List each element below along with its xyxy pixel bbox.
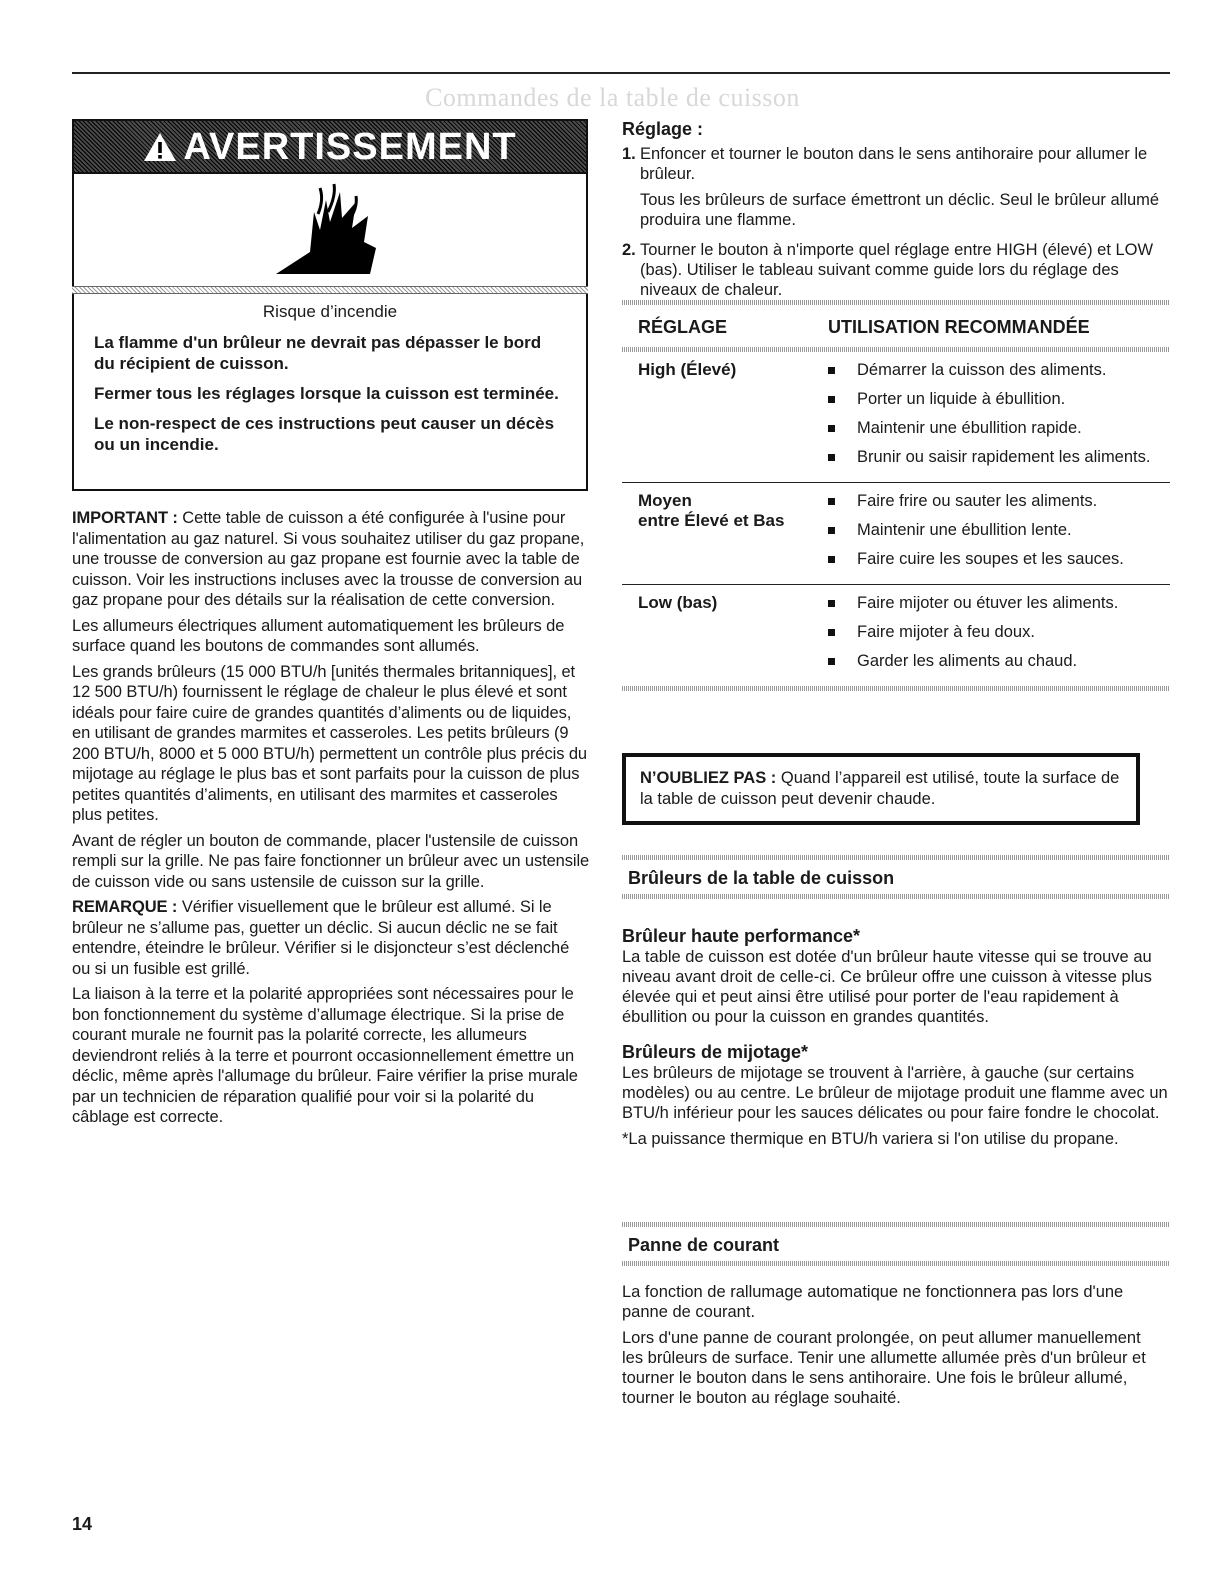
row-label: Low (bas) (638, 593, 718, 612)
step-1-number: 1. (622, 145, 636, 163)
item-text: Porter un liquide à ébullition. (857, 390, 1066, 408)
item-text: Garder les aliments au chaud. (857, 652, 1078, 670)
item-text: Démarrer la cuisson des aliments. (857, 361, 1107, 379)
table-row (622, 482, 1170, 584)
bullet-icon (828, 454, 835, 461)
list-item (828, 520, 1170, 540)
remarque-paragraph (72, 897, 590, 979)
bullet-icon (828, 425, 835, 432)
reglage-section (622, 118, 1170, 306)
list-item (828, 549, 1170, 569)
table-bottom-divider (622, 686, 1170, 691)
list-item (828, 389, 1170, 409)
important-label: IMPORTANT : (72, 509, 178, 527)
reglage-heading: Réglage : (622, 119, 704, 139)
bullet-icon (828, 527, 835, 534)
fire-icon (270, 182, 390, 278)
bullet-icon (828, 556, 835, 563)
step-2 (622, 240, 1170, 306)
high-performance-heading: Brûleur haute performance* (622, 926, 861, 946)
row-label: Moyen (638, 491, 692, 510)
power-section-header (622, 1222, 1170, 1266)
burners-heading: Brûleurs de la table de cuisson (628, 868, 895, 888)
left-column (72, 508, 590, 1133)
warning-header (74, 121, 586, 174)
row-label-2: entre Élevé et Bas (638, 511, 785, 530)
step-1-text: Enfoncer et tourner le bouton dans le sens antihoraire pour allumer le brûleur. (640, 145, 1148, 183)
list-item (828, 447, 1170, 467)
reminder-text: Quand l’appareil est utilisé, toute la surface de la table de cuisson peut devenir chaude. (640, 769, 1120, 808)
warning-line-2: Fermer tous les réglages lorsque la cuisson est terminée. (94, 384, 559, 403)
burners-bottom-divider (622, 894, 1170, 899)
step-1-detail: Tous les brûleurs de surface émettront un déclic. Seul le brûleur allumé produira une flamme. (640, 191, 1160, 229)
power-text-2: Lors d'une panne de courant prolongée, on peut allumer manuellement les brûleurs de surface. Tenir une allumette allumée près d'un brûleur et tourner le bouton dans le sens antihoraire. Une fois le brûleur allumé, tourner le bouton au réglage souhaité. (622, 1329, 1146, 1407)
remarque-text: Vérifier visuellement que le brûleur est allumé. Si le brûleur ne s’allume pas, guetter un déclic. Si aucun déclic ne se fait entendre, éteindre le brûleur. Vérifier si le disjoncteur s’est déclenché ou si un fusible est grillé. (72, 898, 570, 978)
burners-section-header (622, 855, 1170, 899)
warning-subtitle: Risque d’incendie (262, 302, 398, 321)
reminder-box (622, 753, 1140, 825)
table-row (622, 584, 1170, 686)
important-text: Cette table de cuisson a été configurée à l'usine pour l'alimentation au gaz naturel. Si vous souhaitez utiliser du gaz propane, une trousse de conversion au gaz propane est fournie avec la table de cuisson. Voir les instructions incluses avec la trousse de conversion au gaz propane pour des détails sur la réalisation de cette conversion. (72, 509, 585, 609)
item-text: Brunir ou saisir rapidement les aliments. (857, 448, 1151, 466)
table-header (622, 305, 1170, 347)
burners-content (622, 925, 1170, 1149)
warning-line-1: La flamme d'un brûleur ne devrait pas dépasser le bord du récipient de cuisson. (94, 333, 542, 373)
step-1 (622, 144, 1170, 236)
warning-triangle-icon (143, 132, 177, 162)
btu-footnote: *La puissance thermique en BTU/h variera si l'on utilise du propane. (622, 1130, 1119, 1148)
bullet-icon (828, 658, 835, 665)
bullet-icon (828, 629, 835, 636)
table-header-setting: RÉGLAGE (638, 317, 728, 337)
list-item (828, 651, 1170, 671)
fire-pictogram (74, 174, 586, 286)
list-item (828, 593, 1170, 613)
paragraph-before-setting: Avant de régler un bouton de commande, placer l'ustensile de cuisson rempli sur la grille. Ne pas faire fonctionner un brûleur avec un ustensile de cuisson vide ou sans ustensile de cuisson sur la grille. (72, 831, 590, 891)
power-content (622, 1282, 1152, 1408)
item-text: Faire frire ou sauter les aliments. (857, 492, 1098, 510)
bullet-icon (828, 396, 835, 403)
warning-title: AVERTISSEMENT (183, 125, 517, 168)
top-rule (72, 72, 1170, 74)
step-2-text: Tourner le bouton à n'importe quel réglage entre HIGH (élevé) et LOW (bas). Utiliser le tableau suivant comme guide lors du réglage des niveaux de chaleur. (640, 241, 1154, 299)
item-text: Faire cuire les soupes et les sauces. (857, 550, 1124, 568)
list-item (828, 622, 1170, 642)
paragraph-polarity: La liaison à la terre et la polarité appropriées sont nécessaires pour le bon fonctionnement du système d’allumage électrique. Si la prise de courant murale ne fournit pas la polarité correcte, les allumeurs deviendront reliés à la terre et pourront occasionnellement émettre un déclic, même après l'allumage du brûleur. Faire vérifier la prise murale par un technicien de réparation qualifié pour voir si la polarité du câblage est correcte. (72, 985, 578, 1126)
bullet-icon (828, 600, 835, 607)
simmer-text: Les brûleurs de mijotage se trouvent à l'arrière, à gauche (sur certains modèles) ou au centre. Le brûleur de mijotage produit une flamme avec un BTU/h inférieur pour les sauces délicates ou pour faire fondre le chocolat. (622, 1064, 1168, 1122)
list-item (828, 360, 1170, 380)
page-number: 14 (72, 1514, 93, 1534)
item-text: Faire mijoter ou étuver les aliments. (857, 594, 1119, 612)
row-label: High (Élevé) (638, 360, 737, 379)
simmer-heading: Brûleurs de mijotage* (622, 1042, 809, 1062)
list-item (828, 418, 1170, 438)
settings-table (622, 300, 1170, 691)
warning-box (72, 119, 588, 491)
table-row (622, 352, 1170, 482)
item-text: Maintenir une ébullition rapide. (857, 419, 1082, 437)
warning-line-3: Le non-respect de ces instructions peut causer un décès ou un incendie. (94, 414, 555, 454)
power-heading: Panne de courant (628, 1235, 780, 1255)
list-item (828, 491, 1170, 511)
power-text-1: La fonction de rallumage automatique ne fonctionnera pas lors d'une panne de courant. (622, 1283, 1124, 1321)
item-text: Faire mijoter à feu doux. (857, 623, 1035, 641)
reminder-label: N’OUBLIEZ PAS : (640, 769, 777, 787)
remarque-label: REMARQUE : (72, 898, 178, 916)
step-2-number: 2. (622, 241, 636, 259)
high-performance-text: La table de cuisson est dotée d'un brûleur haute vitesse qui se trouve au niveau avant droit de celle-ci. Ce brûleur offre une cuisson à vitesse plus élevée qui et peut ainsi être utilisé pour porter de l'eau rapidement à ébullition ou pour la cuisson en grandes quantités. (622, 948, 1152, 1026)
power-bottom-divider (622, 1261, 1170, 1266)
warning-divider (72, 286, 588, 294)
bullet-icon (828, 498, 835, 505)
important-paragraph (72, 508, 590, 611)
paragraph-burners: Les grands brûleurs (15 000 BTU/h [unités thermales britanniques], et 12 500 BTU/h) fournissent le réglage de chaleur le plus élevé et sont idéals pour faire cuire de grandes quantités d’aliments ou de liquides, en utilisant de grandes marmites et casseroles. Les petits brûleurs (9 200 BTU/h, 8000 et 5 000 BTU/h) permettent un contrôle plus précis du mijotage au réglage le plus bas et sont parfaits pour la cuisson de plus petites quantités d’aliments, en utilisant des marmites et casseroles plus petites. (72, 662, 587, 824)
table-header-use: UTILISATION RECOMMANDÉE (828, 317, 1090, 337)
item-text: Maintenir une ébullition lente. (857, 521, 1072, 539)
page-title: Commandes de la table de cuisson (425, 83, 800, 112)
paragraph-igniters: Les allumeurs électriques allument automatiquement les brûleurs de surface quand les boutons de commandes sont allumés. (72, 616, 565, 655)
bullet-icon (828, 367, 835, 374)
